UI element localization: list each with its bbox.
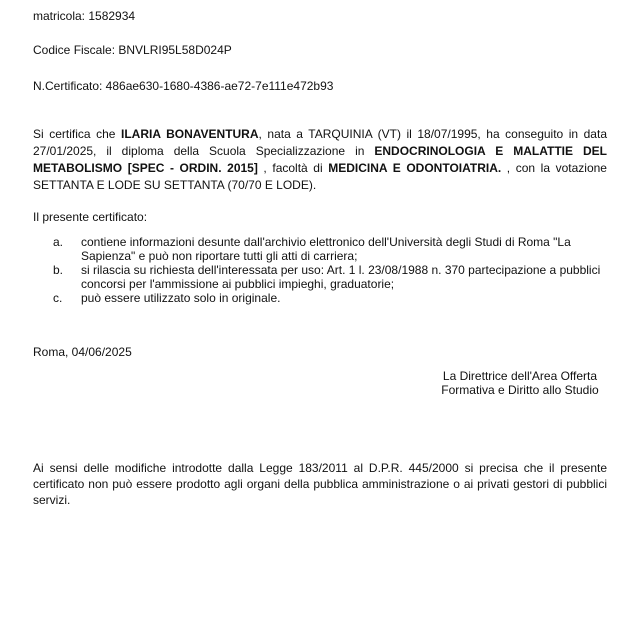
signature-block	[440, 369, 600, 397]
list-item-text: può essere utilizzato solo in originale.	[81, 291, 281, 305]
matricola-line: matricola: 1582934	[33, 9, 136, 23]
legal-footer: Ai sensi delle modifiche introdotte dalla Legge 183/2011 al D.P.R. 445/2000 si precisa che il presente certificato non può essere prodotto agli organi della pubblica amministrazione o ai privati gestori di pubblici servizi.	[33, 461, 607, 507]
place-date: Roma, 04/06/2025	[33, 345, 132, 359]
grade-text: , con la votazione SETTANTA E LODE SU SETTANTA (70/70 E LODE).	[33, 161, 607, 192]
graduate-name: ILARIA BONAVENTURA	[120, 127, 259, 141]
school-name: ENDOCRINOLOGIA E MALATTIE DEL METABOLISMO [SPEC - ORDIN. 2015]	[33, 144, 607, 175]
list-marker: a.	[53, 235, 64, 249]
certification-paragraph	[33, 126, 607, 194]
list-item-text: si rilascia su richiesta dell'interessata per uso: Art. 1 l. 23/08/1988 n. 370 partecipazione a pubblici concorsi per l'ammissione ai pubblici impieghi, graduatorie;	[81, 263, 601, 291]
birth-and-date-text: , nata a TARQUINIA (VT) il 18/07/1995, ha conseguito in data 27/01/2025, il diploma della Scuola Specializzazione in	[33, 127, 607, 158]
certification-intro: Si certifica che	[33, 127, 121, 141]
signature-line-2: Formativa e Diritto allo Studio	[441, 383, 599, 397]
list-item-text: contiene informazioni desunte dall'archivio elettronico dell'Università degli Studi di Roma "La Sapienza" e può non riportare tutti gli atti di carriera;	[81, 235, 571, 263]
list-item	[33, 292, 613, 306]
list-item	[33, 236, 613, 263]
list-item	[33, 264, 613, 291]
certificate-number-line: N.Certificato: 486ae630-1680-4386-ae72-7e111e472b93	[33, 79, 334, 93]
signature-line-1: La Direttrice dell'Area Offerta	[442, 369, 598, 383]
faculty-name: MEDICINA E ODONTOIATRIA.	[328, 161, 502, 175]
list-marker: c.	[53, 291, 63, 305]
faculty-prefix: , facoltà di	[257, 161, 329, 175]
notes-list	[33, 236, 613, 307]
notes-heading: Il presente certificato:	[33, 210, 148, 224]
codice-fiscale-line: Codice Fiscale: BNVLRI95L58D024P	[33, 43, 232, 57]
list-marker: b.	[53, 263, 64, 277]
